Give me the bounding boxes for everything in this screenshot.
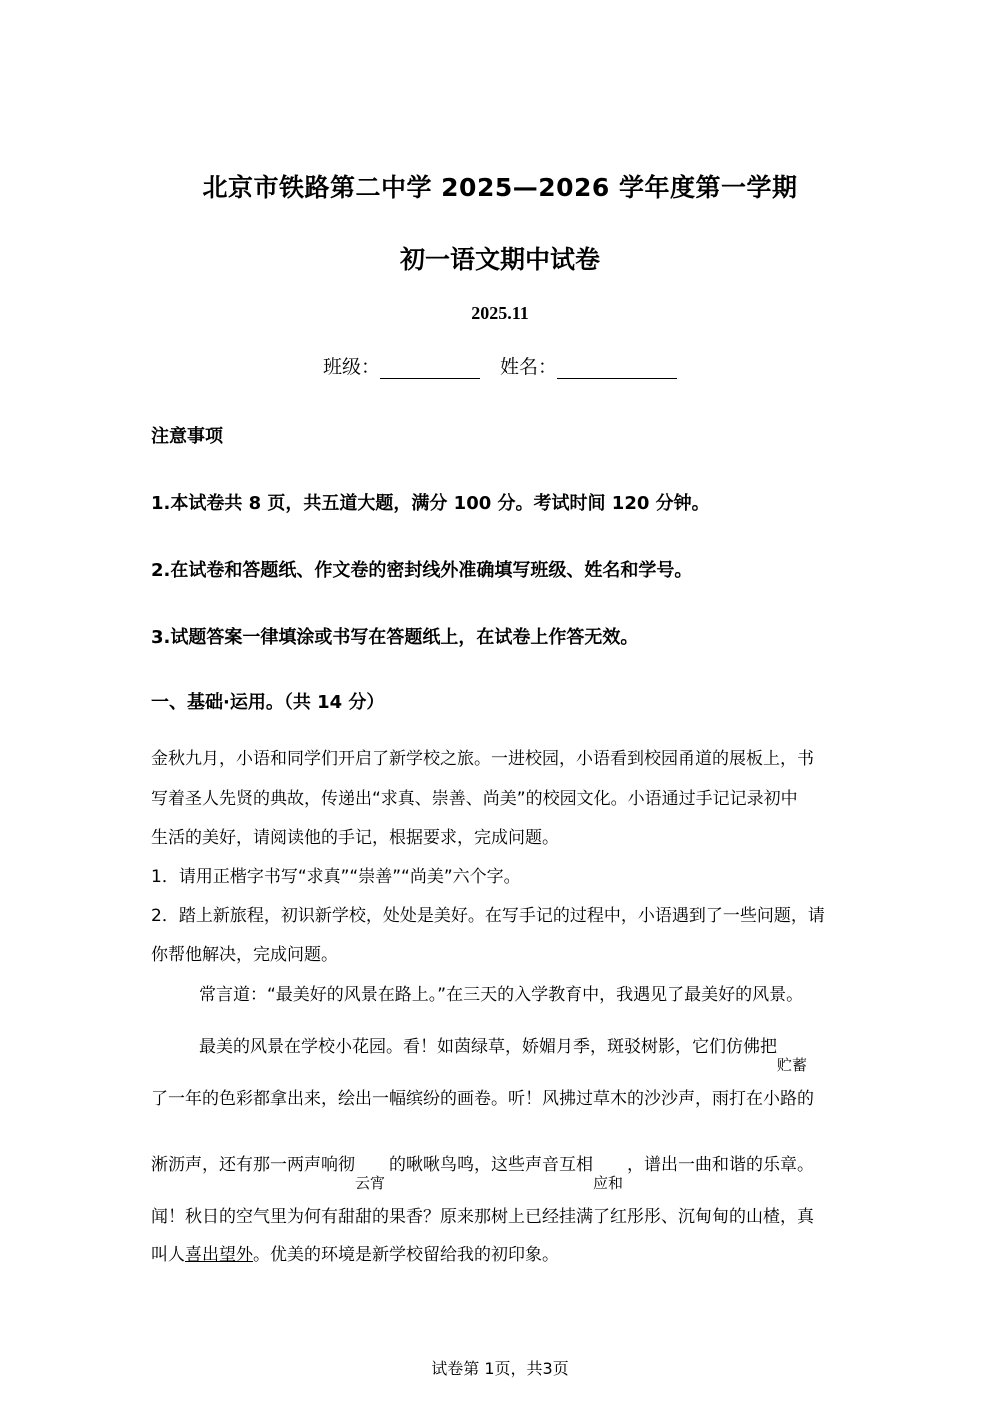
name-blank xyxy=(557,360,677,379)
passage-text: 淅沥声，还有那一两声响彻 xyxy=(151,1155,355,1175)
exam-date: 2025.11 xyxy=(471,303,529,323)
intro-line: 写着圣人先贤的典故，传递出“求真、崇善、尚美”的校园文化。小语通过手记记录初中 xyxy=(151,789,798,809)
student-info-line xyxy=(0,352,1000,379)
passage-text: 叫人 xyxy=(151,1245,185,1265)
annotated-word-text: 贮蓄 xyxy=(777,1056,808,1074)
question-2-line: 你帮他解决，完成问题。 xyxy=(151,945,338,965)
exam-title-line1: 北京市铁路第二中学 2025—2026 学年度第一学期 xyxy=(202,173,798,202)
question-2-line: 2．踏上新旅程，初识新学校，处处是美好。在写手记的过程中，小语遇到了一些问题，请 xyxy=(151,906,825,926)
passage-line: 了一年的色彩都拿出来，绘出一幅缤纷的画卷。听！风拂过草木的沙沙声，雨打在小路的 xyxy=(151,1089,814,1109)
annotated-word-text: 应和 xyxy=(593,1174,624,1192)
underlined-phrase: 喜出望外 xyxy=(185,1245,253,1265)
notice-heading: 注意事项 xyxy=(151,426,223,447)
intro-line: 金秋九月，小语和同学们开启了新学校之旅。一进校园，小语看到校园甬道的展板上，书 xyxy=(151,749,814,769)
notice-rule: 1.本试卷共 8 页，共五道大题，满分 100 分。考试时间 120 分钟。 xyxy=(151,493,710,514)
question-1: 1．请用正楷字书写“求真”“崇善”“尚美”六个字。 xyxy=(151,867,521,887)
name-label: 姓名： xyxy=(500,356,558,378)
section-heading: 一、基础·运用。（共 14 分） xyxy=(151,692,385,713)
intro-line: 生活的美好，请阅读他的手记，根据要求，完成问题。 xyxy=(151,828,559,848)
passage-text: 。优美的环境是新学校留给我的初印象。 xyxy=(253,1245,559,1265)
passage-line: 常言道：“最美好的风景在路上。”在三天的入学教育中，我遇见了最美好的风景。 xyxy=(199,985,804,1005)
class-blank xyxy=(380,360,480,379)
passage-text: 最美的风景在学校小花园。看！如茵绿草，娇媚月季，斑驳树影，它们仿佛把 xyxy=(199,1037,777,1057)
exam-title-line2: 初一语文期中试卷 xyxy=(399,245,600,274)
class-label: 班级： xyxy=(322,356,380,378)
notice-rule: 2.在试卷和答题纸、作文卷的密封线外准确填写班级、姓名和学号。 xyxy=(151,560,693,581)
passage-line xyxy=(151,1150,814,1192)
passage-line: 闻！秋日的空气里为何有甜甜的果香？原来那树上已经挂满了红彤彤、沉甸甸的山楂，真 xyxy=(151,1207,814,1227)
passage-text: ，谱出一曲和谐的乐章。 xyxy=(627,1155,814,1175)
passage-text: 的啾啾鸟鸣，这些声音互相 xyxy=(389,1155,593,1175)
passage-line xyxy=(199,1032,813,1074)
notice-rule: 3.试题答案一律填涂或书写在答题纸上，在试卷上作答无效。 xyxy=(151,627,639,648)
page-footer: 试卷第 1页，共3页 xyxy=(431,1359,569,1378)
passage-line xyxy=(151,1240,559,1265)
annotated-word-text: 云宵 xyxy=(355,1174,386,1192)
